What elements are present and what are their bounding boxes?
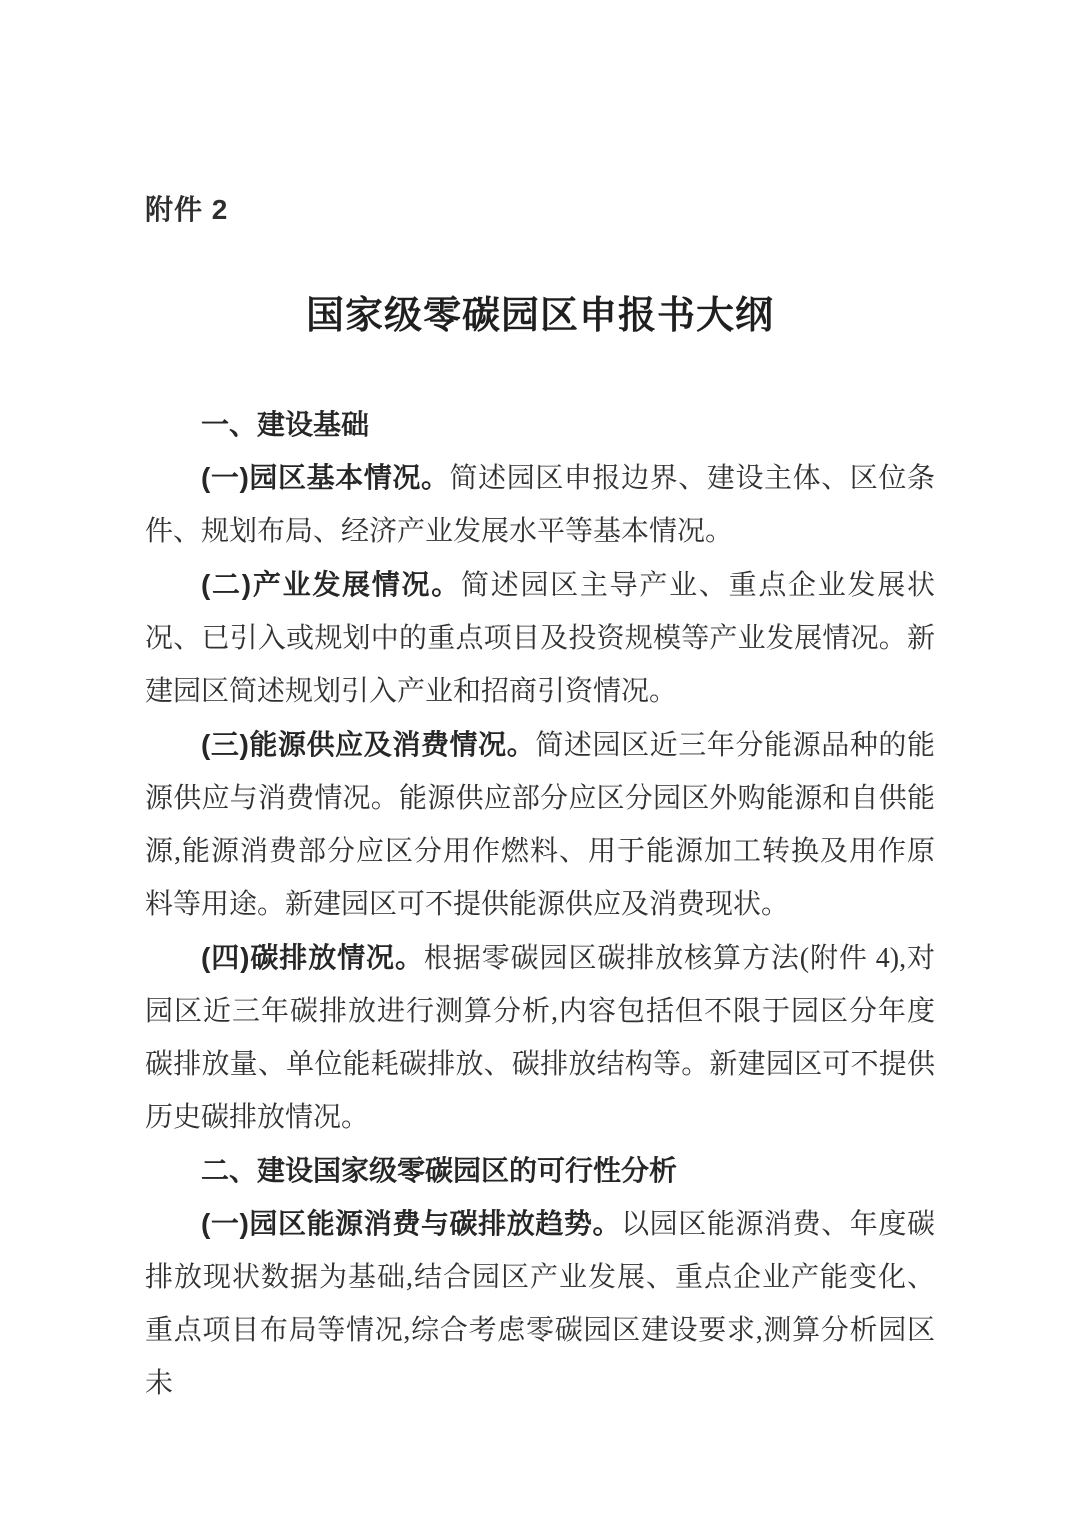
section-1-paragraph-2-text: 简述园区主导产业、重点企业发展状况、已引入或规划中的重点项目及投资规模等产业发展情况。新建园区简述规划引入产业和招商引资情况。 [145,570,935,707]
section-1-paragraph-3-text: 简述园区近三年分能源品种的能源供应与消费情况。能源供应部分应区分园区外购能源和自供能源,能源消费部分应区分用作燃料、用于能源加工转换及用作原料等用途。新建园区可不提供能源供应及消费现状。 [145,730,935,920]
section-2-paragraph-1-lead: (一)园区能源消费与碳排放趋势。 [201,1208,622,1239]
section-1-paragraph-2 [145,558,935,718]
section-2-paragraph-1 [145,1197,935,1410]
section-2-paragraph-1-text: 以园区能源消费、年度碳排放现状数据为基础,结合园区产业发展、重点企业产能变化、重点项目布局等情况,综合考虑零碳园区建设要求,测算分析园区未 [145,1209,935,1399]
section-1-paragraph-4 [145,931,935,1144]
section-1-paragraph-4-text: 根据零碳园区碳排放核算方法(附件 4),对园区近三年碳排放进行测算分析,内容包括但不限于园区分年度碳排放量、单位能耗碳排放、碳排放结构等。新建园区可不提供历史碳排放情况。 [145,943,935,1133]
section-1-paragraph-2-lead: (二)产业发展情况。 [201,569,461,600]
attachment-label: 附件 2 [145,194,229,225]
document-body [145,398,935,1410]
section-1-paragraph-3-lead: (三)能源供应及消费情况。 [201,729,536,760]
section-1-heading: 一、建设基础 [201,409,370,440]
document-title: 国家级零碳园区申报书大纲 [305,295,774,337]
section-2-heading: 二、建设国家级零碳园区的可行性分析 [201,1155,678,1186]
section-1-paragraph-1 [145,451,935,558]
section-1-paragraph-1-text: 简述园区申报边界、建设主体、区位条件、规划布局、经济产业发展水平等基本情况。 [145,463,935,547]
section-1-paragraph-3 [145,718,935,931]
section-1-paragraph-1-lead: (一)园区基本情况。 [201,462,450,493]
section-1-paragraph-4-lead: (四)碳排放情况。 [201,942,424,973]
